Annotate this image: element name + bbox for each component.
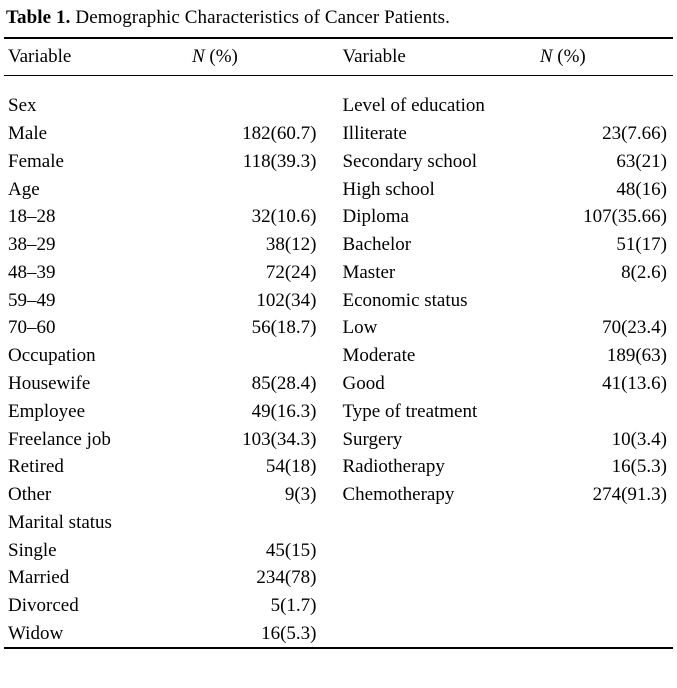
cell-value-left: 5(1.7) [270,595,317,617]
cell-value-left [188,175,339,203]
table-row [4,592,673,620]
cell-variable-left: Marital status [8,511,112,533]
table-row [4,175,673,203]
table-row [4,453,673,481]
demographics-table-body [4,76,673,647]
cell-variable-right [338,620,535,648]
table-body-spacer [4,76,673,92]
table-row [4,231,673,259]
cell-variable-right: Level of education [342,95,485,117]
cell-value-left: 102(34) [256,289,317,311]
cell-value-left [188,509,339,537]
cell-variable-left: Occupation [8,345,96,367]
table-row [4,203,673,231]
cell-variable-left: Age [8,178,40,200]
cell-value-left: 45(15) [265,539,317,561]
cell-variable-right [338,536,535,564]
table-row [4,509,673,537]
table-row [4,620,673,648]
table-row [4,258,673,286]
header-variable-right: Variable [342,46,406,67]
cell-value-left: 103(34.3) [242,428,317,450]
cell-value-right: 189(63) [606,345,667,367]
table-row [4,314,673,342]
cell-variable-right: Secondary school [342,150,478,172]
cell-variable-left: Single [8,539,57,561]
header-variable-left: Variable [8,46,72,67]
cell-variable-right: High school [342,178,435,200]
cell-value-right [536,92,673,120]
cell-variable-right: Surgery [342,428,403,450]
cell-variable-right: Diploma [342,206,409,228]
table-header-row [4,39,673,75]
cell-variable-right [338,592,535,620]
cell-value-right: 107(35.66) [583,206,667,228]
cell-variable-left: Housewife [8,372,91,394]
cell-variable-left: Freelance job [8,428,111,450]
table-caption-label: Table 1. [6,7,71,28]
cell-value-right [536,509,673,537]
cell-value-right: 16(5.3) [611,456,667,478]
cell-variable-left: Married [8,567,70,589]
cell-variable-right: Bachelor [342,234,412,256]
cell-value-left: 56(18.7) [251,317,317,339]
cell-value-right [536,536,673,564]
table-header [4,39,673,75]
cell-value-left: 118(39.3) [242,150,317,172]
cell-value-left: 9(3) [284,484,317,506]
cell-variable-left: Retired [8,456,64,478]
cell-value-right: 70(23.4) [602,317,667,339]
cell-variable-left: Divorced [8,595,79,617]
header-n-italic-left: N [191,46,205,67]
cell-value-right [536,286,673,314]
cell-value-left: 32(10.6) [251,206,317,228]
cell-value-left: 182(60.7) [242,122,317,144]
header-n-percent-right [536,39,673,75]
cell-value-left: 72(24) [265,261,317,283]
cell-value-right [536,620,673,648]
cell-variable-right: Master [342,261,396,283]
cell-variable-right: Economic status [342,289,468,311]
cell-variable-left: Other [8,484,52,506]
cell-variable-left: Female [8,150,64,172]
cell-variable-right [338,509,535,537]
cell-variable-left: 18–28 [8,206,56,228]
table-row [4,397,673,425]
table-row [4,286,673,314]
cell-variable-left: Employee [8,400,86,422]
cell-value-right [536,592,673,620]
table-row [4,370,673,398]
table-caption-text: Demographic Characteristics of Cancer Patients. [75,7,450,28]
table-caption [4,0,673,37]
cell-value-right [536,564,673,592]
cell-value-right [536,397,673,425]
table-row [4,564,673,592]
table-row [4,342,673,370]
cell-variable-left: Male [8,122,48,144]
cell-variable-left: 70–60 [8,317,56,339]
cell-variable-right: Good [342,372,385,394]
cell-variable-right [338,564,535,592]
cell-variable-right: Illiterate [342,122,407,144]
cell-value-right: 23(7.66) [602,122,667,144]
cell-value-left: 54(18) [265,456,317,478]
cell-value-left: 38(12) [265,234,317,256]
cell-value-right: 48(16) [616,178,667,200]
demographics-table [4,39,673,75]
cell-variable-right: Low [342,317,378,339]
table-row [4,481,673,509]
cell-variable-left: Widow [8,623,64,645]
cell-value-left [188,342,339,370]
table-row [4,120,673,148]
cell-value-left: 85(28.4) [251,372,317,394]
cell-value-right: 10(3.4) [611,428,667,450]
header-n-italic-right: N [539,46,553,67]
table-row [4,536,673,564]
table-body [4,76,673,647]
cell-value-right: 51(17) [616,234,667,256]
cell-value-right: 274(91.3) [592,484,667,506]
cell-variable-left: 38–29 [8,234,56,256]
cell-variable-right: Chemotherapy [342,484,455,506]
cell-value-right: 41(13.6) [602,372,667,394]
cell-value-left: 49(16.3) [251,400,317,422]
table-row [4,147,673,175]
table-row [4,425,673,453]
table-bottom-rule [4,647,673,649]
cell-value-left: 234(78) [256,567,317,589]
cell-value-right: 63(21) [616,150,667,172]
header-n-percent-left [188,39,339,75]
cell-variable-right: Type of treatment [342,400,478,422]
cell-variable-left: 48–39 [8,261,56,283]
cell-variable-right: Moderate [342,345,416,367]
cell-value-left: 16(5.3) [261,623,317,645]
header-percent-left: (%) [204,46,238,67]
cell-variable-left: 59–49 [8,289,56,311]
header-percent-right: (%) [552,46,586,67]
cell-variable-left: Sex [8,95,37,117]
cell-variable-right: Radiotherapy [342,456,445,478]
cell-value-right: 8(2.6) [621,261,667,283]
cell-value-left [188,92,339,120]
table-row [4,92,673,120]
